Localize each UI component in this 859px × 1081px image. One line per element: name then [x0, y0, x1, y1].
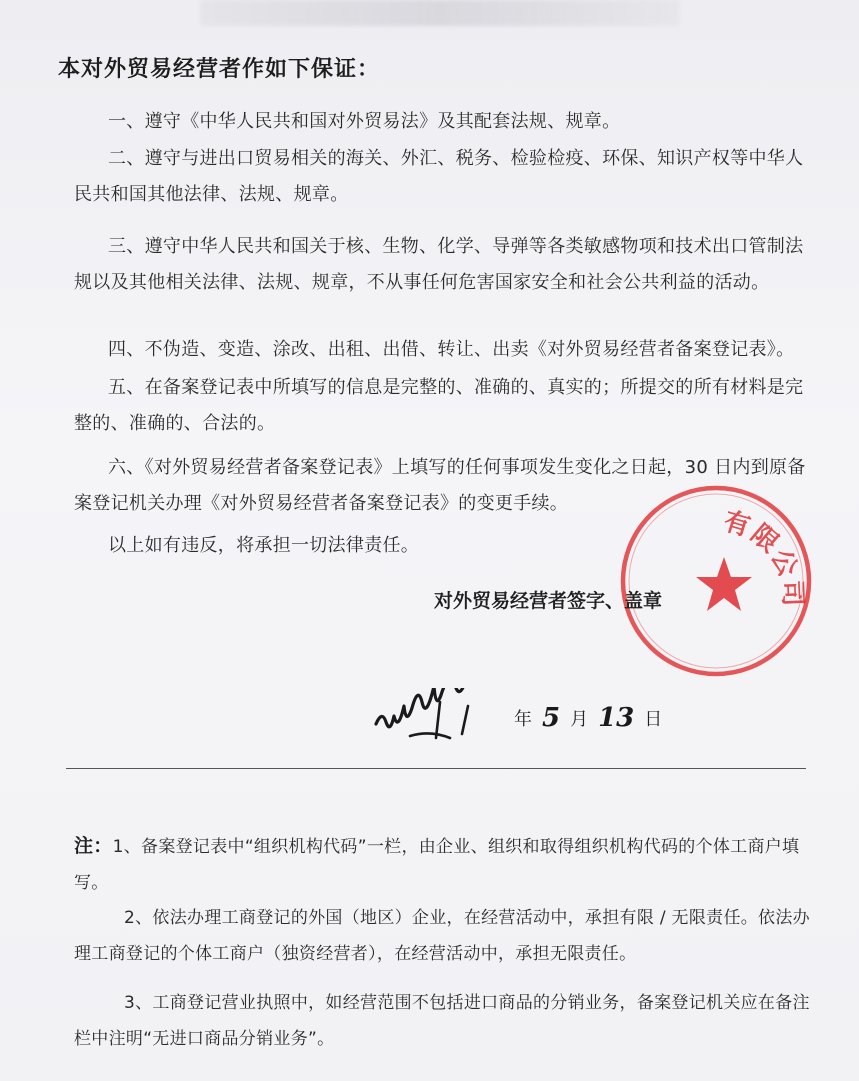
date-row — [370, 688, 666, 748]
guarantee-item-3: 三、遵守中华人民共和国关于核、生物、化学、导弹等各类敏感物项和技术出口管制法规以及其他相关法律、法规、规章，不从事任何危害国家安全和社会公共利益的活动。 — [74, 236, 804, 293]
note-label: 注： — [74, 835, 113, 857]
date-month: 5 — [542, 703, 561, 733]
date-day: 13 — [598, 703, 635, 733]
day-char: 日 — [644, 709, 663, 730]
bleed-through-header — [200, 0, 680, 26]
guarantee-item-2: 二、遵守与进出口贸易相关的海关、外汇、税务、检验检疫、环保、知识产权等中华人民共和国其他法律、法规、规章。 — [74, 148, 804, 205]
company-seal — [618, 483, 814, 679]
signature-label: 对外贸易经营者签字、盖章 — [434, 590, 663, 612]
handwritten-signature — [370, 688, 510, 748]
guarantee-item-5: 五、在备案登记表中所填写的信息是完整的、准确的、真实的；所提交的所有材料是完整的、准确的、合法的。 — [74, 377, 804, 434]
guarantee-item-1: 一、遵守《中华人民共和国对外贸易法》及其配套法规、规章。 — [108, 111, 621, 132]
year-char: 年 — [514, 709, 532, 730]
note-item-3: 3、工商登记营业执照中，如经营范围不包括进口商品的分销业务，备案登记机关应在备注栏中注明“无进口商品分销业务”。 — [74, 993, 810, 1049]
note-item-1 — [74, 828, 819, 901]
guarantee-heading: 本对外贸易经营者作如下保证： — [58, 57, 381, 82]
guarantee-item-4: 四、不伪造、变造、涂改、出租、出借、转让、出卖《对外贸易经营者备案登记表》。 — [108, 339, 795, 360]
liability-statement: 以上如有违反，将承担一切法律责任。 — [108, 535, 420, 556]
guarantee-item-6: 六、《对外贸易经营者备案登记表》上填写的任何事项发生变化之日起，30 日内到原备案登记机关办理《对外贸易经营者备案登记表》的变更手续。 — [74, 457, 806, 514]
section-divider — [66, 768, 806, 769]
month-char: 月 — [570, 709, 589, 730]
note-item-1-text: 1、备案登记表中“组织机构代码”一栏，由企业、组织和取得组织机构代码的个体工商户填写。 — [74, 837, 800, 893]
note-item-2: 2、依法办理工商登记的外国（地区）企业，在经营活动中，承担有限 / 无限责任。依法办理工商登记的个体工商户（独资经营者），在经营活动中，承担无限责任。 — [74, 908, 810, 964]
seal-text: 有限公司 — [720, 506, 808, 609]
